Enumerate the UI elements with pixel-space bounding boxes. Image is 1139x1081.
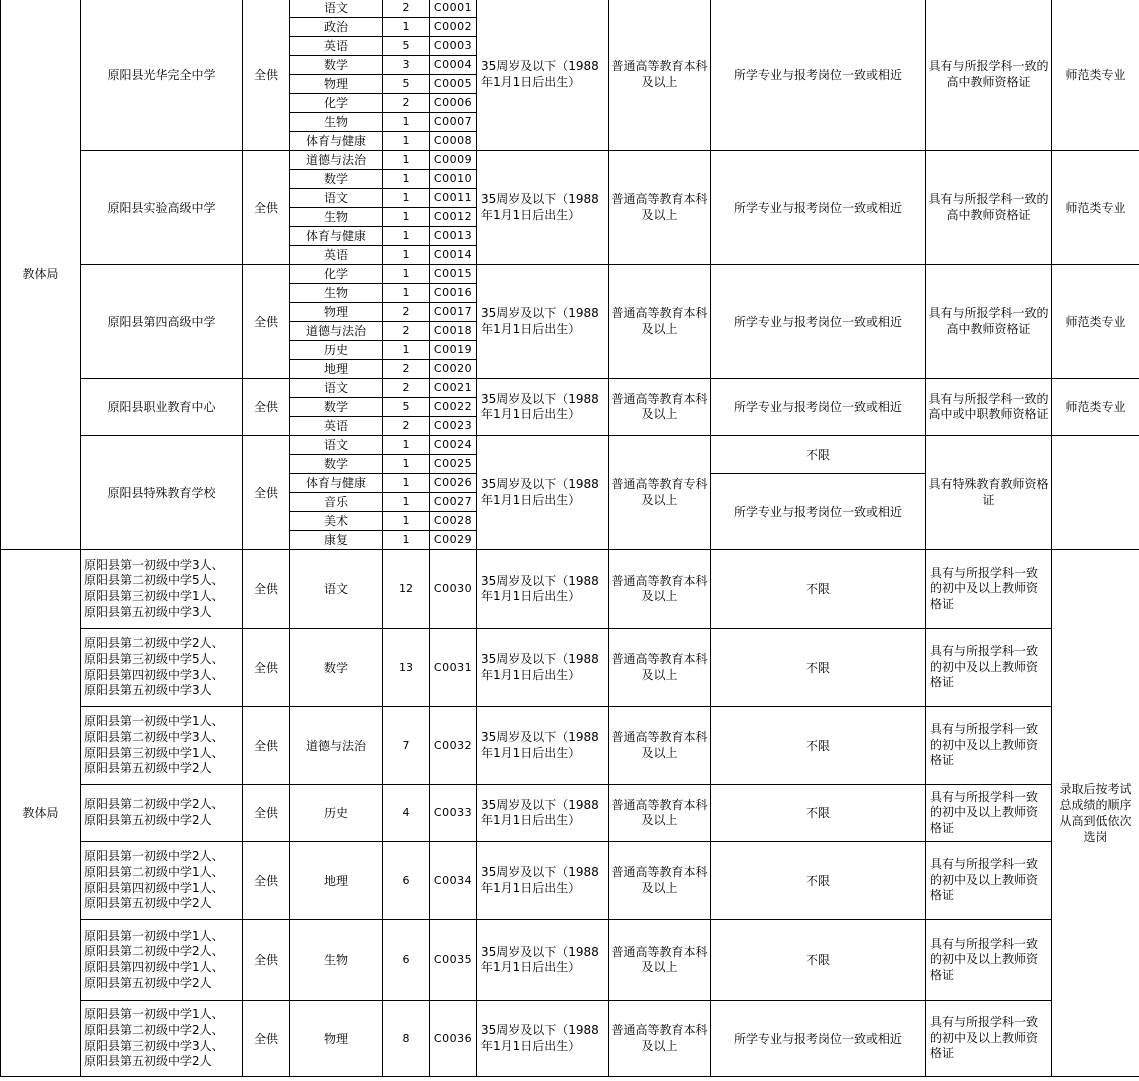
- certificate-requirement-cell: 具有与所报学科一致的高中或中职教师资格证: [926, 379, 1052, 436]
- subject-cell: 语文: [290, 379, 383, 398]
- subject-cell: 体育与健康: [290, 132, 383, 151]
- unit-line: 原阳县第一初级中学2人、: [84, 849, 224, 864]
- unit-line: 原阳县第三初级中学1人、: [84, 589, 224, 603]
- major-requirement-cell: 所学专业与报考岗位一致或相近: [711, 265, 926, 379]
- post-code-cell: C0021: [430, 379, 477, 398]
- post-count-cell: 8: [383, 1001, 430, 1077]
- post-code-cell: C0010: [430, 170, 477, 189]
- post-count-cell: 1: [383, 436, 430, 455]
- post-count-cell: 2: [383, 379, 430, 398]
- unit-list-cell: [81, 707, 243, 785]
- subject-cell: 道德与法治: [290, 707, 383, 785]
- post-code-cell: C0011: [430, 189, 477, 208]
- education-requirement-cell: 普通高等教育本科及以上: [609, 842, 711, 920]
- certificate-requirement-cell: 具有与所报学科一致的高中教师资格证: [926, 0, 1052, 151]
- subject-cell: 历史: [290, 785, 383, 842]
- table-row: [1, 436, 1139, 455]
- subject-cell: 政治: [290, 18, 383, 37]
- age-requirement-cell: 35周岁及以下（1988年1月1日后出生）: [477, 629, 609, 707]
- unit-line: 原阳县第一初级中学1人、: [84, 1007, 224, 1022]
- post-count-cell: 1: [383, 208, 430, 227]
- post-code-cell: C0012: [430, 208, 477, 227]
- education-requirement-cell: 普通高等教育本科及以上: [609, 707, 711, 785]
- other-requirement-cell: 师范类专业: [1052, 0, 1139, 151]
- school-name-cell: 原阳县职业教育中心: [81, 379, 243, 436]
- table-row: [1, 920, 1139, 1001]
- subject-cell: 数学: [290, 170, 383, 189]
- post-count-cell: 7: [383, 707, 430, 785]
- post-count-cell: 6: [383, 920, 430, 1001]
- subject-cell: 地理: [290, 360, 383, 379]
- certificate-requirement-cell: 具有特殊教育教师资格证: [926, 436, 1052, 550]
- education-requirement-cell: 普通高等教育本科及以上: [609, 0, 711, 151]
- education-requirement-cell: 普通高等教育本科及以上: [609, 1001, 711, 1077]
- subject-cell: 数学: [290, 629, 383, 707]
- other-requirement-cell: [1052, 436, 1139, 550]
- post-code-cell: C0034: [430, 842, 477, 920]
- subject-cell: 体育与健康: [290, 227, 383, 246]
- subject-cell: 化学: [290, 94, 383, 113]
- age-requirement-cell: 35周岁及以下（1988年1月1日后出生）: [477, 842, 609, 920]
- table-row: [1, 707, 1139, 785]
- unit-line: 原阳县第四初级中学1人、: [84, 960, 224, 974]
- post-count-cell: 4: [383, 785, 430, 842]
- subject-cell: 生物: [290, 920, 383, 1001]
- table-row: [1, 785, 1139, 842]
- post-code-cell: C0030: [430, 550, 477, 629]
- post-code-cell: C0016: [430, 284, 477, 303]
- other-requirement-cell: 录取后按考试总成绩的顺序从高到低依次选岗: [1052, 550, 1139, 1077]
- funding-cell: 全供: [243, 707, 290, 785]
- post-count-cell: 2: [383, 417, 430, 436]
- post-code-cell: C0023: [430, 417, 477, 436]
- post-count-cell: 13: [383, 629, 430, 707]
- subject-cell: 英语: [290, 246, 383, 265]
- subject-cell: 物理: [290, 75, 383, 94]
- school-name-cell: 原阳县光华完全中学: [81, 0, 243, 151]
- post-count-cell: 1: [383, 341, 430, 360]
- unit-line: 原阳县第二初级中学2人、: [84, 944, 224, 959]
- post-code-cell: C0025: [430, 455, 477, 474]
- post-count-cell: 1: [383, 455, 430, 474]
- age-requirement-cell: 35周岁及以下（1988年1月1日后出生）: [477, 151, 609, 265]
- department-cell: 教体局: [1, 0, 81, 550]
- unit-line: 原阳县第五初级中学2人: [84, 813, 212, 827]
- unit-line: 原阳县第五初级中学3人: [84, 604, 212, 619]
- post-count-cell: 2: [383, 0, 430, 18]
- funding-cell: 全供: [243, 265, 290, 379]
- unit-line: 原阳县第二初级中学5人、: [84, 573, 224, 588]
- post-count-cell: 1: [383, 474, 430, 493]
- unit-line: 原阳县第一初级中学1人、: [84, 928, 224, 943]
- certificate-requirement-cell: 具有与所报学科一致的初中及以上教师资格证: [926, 785, 1052, 842]
- major-requirement-cell: 不限: [711, 920, 926, 1001]
- post-count-cell: 1: [383, 227, 430, 246]
- post-code-cell: C0032: [430, 707, 477, 785]
- post-code-cell: C0017: [430, 303, 477, 322]
- unit-line: 原阳县第三初级中学5人、: [84, 651, 224, 666]
- post-count-cell: 12: [383, 550, 430, 629]
- post-code-cell: C0001: [430, 0, 477, 18]
- funding-cell: 全供: [243, 550, 290, 629]
- education-requirement-cell: 普通高等教育本科及以上: [609, 920, 711, 1001]
- post-code-cell: C0002: [430, 18, 477, 37]
- certificate-requirement-cell: 具有与所报学科一致的初中及以上教师资格证: [926, 629, 1052, 707]
- funding-cell: 全供: [243, 920, 290, 1001]
- subject-cell: 化学: [290, 265, 383, 284]
- post-code-cell: C0026: [430, 474, 477, 493]
- unit-line: 原阳县第二初级中学3人、: [84, 729, 224, 744]
- post-code-cell: C0015: [430, 265, 477, 284]
- post-code-cell: C0008: [430, 132, 477, 151]
- school-name-cell: 原阳县特殊教育学校: [81, 436, 243, 550]
- age-requirement-cell: 35周岁及以下（1988年1月1日后出生）: [477, 550, 609, 629]
- subject-cell: 数学: [290, 56, 383, 75]
- subject-cell: 数学: [290, 398, 383, 417]
- subject-cell: 体育与健康: [290, 474, 383, 493]
- certificate-requirement-cell: 具有与所报学科一致的初中及以上教师资格证: [926, 707, 1052, 785]
- education-requirement-cell: 普通高等教育本科及以上: [609, 151, 711, 265]
- certificate-requirement-cell: 具有与所报学科一致的初中及以上教师资格证: [926, 842, 1052, 920]
- education-requirement-cell: 普通高等教育本科及以上: [609, 785, 711, 842]
- other-requirement-cell: 师范类专业: [1052, 265, 1139, 379]
- unit-line: 原阳县第五初级中学2人: [84, 761, 212, 776]
- unit-line: 原阳县第四初级中学1人、: [84, 880, 224, 895]
- post-count-cell: 1: [383, 265, 430, 284]
- post-count-cell: 1: [383, 113, 430, 132]
- post-count-cell: 1: [383, 132, 430, 151]
- unit-list-cell: [81, 550, 243, 629]
- certificate-requirement-cell: 具有与所报学科一致的初中及以上教师资格证: [926, 920, 1052, 1001]
- post-count-cell: 1: [383, 18, 430, 37]
- table-row: [1, 1001, 1139, 1077]
- certificate-requirement-cell: 具有与所报学科一致的高中教师资格证: [926, 265, 1052, 379]
- subject-cell: 语文: [290, 0, 383, 18]
- post-count-cell: 1: [383, 170, 430, 189]
- unit-line: 原阳县第二初级中学2人、: [84, 636, 224, 651]
- funding-cell: 全供: [243, 379, 290, 436]
- unit-line: 原阳县第五初级中学2人: [84, 1054, 212, 1069]
- post-count-cell: 6: [383, 842, 430, 920]
- table-row: [1, 0, 1139, 18]
- post-count-cell: 1: [383, 246, 430, 265]
- post-code-cell: C0029: [430, 531, 477, 550]
- post-code-cell: C0027: [430, 493, 477, 512]
- subject-cell: 语文: [290, 436, 383, 455]
- post-code-cell: C0024: [430, 436, 477, 455]
- post-count-cell: 1: [383, 284, 430, 303]
- major-requirement-cell: 不限: [711, 842, 926, 920]
- subject-cell: 道德与法治: [290, 151, 383, 170]
- funding-cell: 全供: [243, 629, 290, 707]
- education-requirement-cell: 普通高等教育本科及以上: [609, 265, 711, 379]
- unit-line: 原阳县第一初级中学3人、: [84, 557, 224, 572]
- post-code-cell: C0022: [430, 398, 477, 417]
- post-code-cell: C0028: [430, 512, 477, 531]
- post-code-cell: C0004: [430, 56, 477, 75]
- post-code-cell: C0035: [430, 920, 477, 1001]
- major-requirement-cell: 不限: [711, 785, 926, 842]
- major-requirement-cell: 不限: [711, 629, 926, 707]
- funding-cell: 全供: [243, 785, 290, 842]
- post-code-cell: C0003: [430, 37, 477, 56]
- age-requirement-cell: 35周岁及以下（1988年1月1日后出生）: [477, 1001, 609, 1077]
- unit-list-cell: [81, 629, 243, 707]
- funding-cell: 全供: [243, 0, 290, 151]
- post-count-cell: 1: [383, 151, 430, 170]
- unit-line: 原阳县第三初级中学3人、: [84, 1038, 224, 1053]
- post-code-cell: C0018: [430, 322, 477, 341]
- subject-cell: 道德与法治: [290, 322, 383, 341]
- post-code-cell: C0013: [430, 227, 477, 246]
- unit-line: 原阳县第二初级中学2人、: [84, 797, 224, 812]
- age-requirement-cell: 35周岁及以下（1988年1月1日后出生）: [477, 436, 609, 550]
- post-code-cell: C0036: [430, 1001, 477, 1077]
- unit-list-cell: [81, 785, 243, 842]
- post-code-cell: C0009: [430, 151, 477, 170]
- subject-cell: 生物: [290, 284, 383, 303]
- major-requirement-cell: 不限: [711, 550, 926, 629]
- post-code-cell: C0031: [430, 629, 477, 707]
- post-code-cell: C0006: [430, 94, 477, 113]
- subject-cell: 语文: [290, 189, 383, 208]
- subject-cell: 英语: [290, 417, 383, 436]
- funding-cell: 全供: [243, 1001, 290, 1077]
- subject-cell: 语文: [290, 550, 383, 629]
- table-row: [1, 550, 1139, 629]
- school-name-cell: 原阳县实验高级中学: [81, 151, 243, 265]
- subject-cell: 英语: [290, 37, 383, 56]
- major-requirement-cell: 所学专业与报考岗位一致或相近: [711, 151, 926, 265]
- certificate-requirement-cell: 具有与所报学科一致的高中教师资格证: [926, 151, 1052, 265]
- funding-cell: 全供: [243, 151, 290, 265]
- post-count-cell: 2: [383, 303, 430, 322]
- age-requirement-cell: 35周岁及以下（1988年1月1日后出生）: [477, 707, 609, 785]
- post-code-cell: C0005: [430, 75, 477, 94]
- education-requirement-cell: 普通高等教育本科及以上: [609, 629, 711, 707]
- funding-cell: 全供: [243, 436, 290, 550]
- table-row: [1, 629, 1139, 707]
- subject-cell: 地理: [290, 842, 383, 920]
- department-cell: 教体局: [1, 550, 81, 1077]
- unit-line: 原阳县第二初级中学1人、: [84, 864, 224, 879]
- post-count-cell: 5: [383, 398, 430, 417]
- age-requirement-cell: 35周岁及以下（1988年1月1日后出生）: [477, 920, 609, 1001]
- post-count-cell: 1: [383, 531, 430, 550]
- education-requirement-cell: 普通高等教育本科及以上: [609, 550, 711, 629]
- unit-list-cell: [81, 920, 243, 1001]
- age-requirement-cell: 35周岁及以下（1988年1月1日后出生）: [477, 379, 609, 436]
- subject-cell: 数学: [290, 455, 383, 474]
- age-requirement-cell: 35周岁及以下（1988年1月1日后出生）: [477, 785, 609, 842]
- table-row: [1, 151, 1139, 170]
- post-count-cell: 1: [383, 493, 430, 512]
- post-code-cell: C0007: [430, 113, 477, 132]
- table-row: [1, 265, 1139, 284]
- unit-line: 原阳县第五初级中学2人: [84, 975, 212, 990]
- unit-line: 原阳县第四初级中学3人、: [84, 667, 224, 682]
- post-code-cell: C0014: [430, 246, 477, 265]
- subject-cell: 物理: [290, 303, 383, 322]
- major-requirement-cell: 所学专业与报考岗位一致或相近: [711, 379, 926, 436]
- post-count-cell: 2: [383, 360, 430, 379]
- subject-cell: 生物: [290, 208, 383, 227]
- subject-cell: 康复: [290, 531, 383, 550]
- post-code-cell: C0033: [430, 785, 477, 842]
- post-code-cell: C0020: [430, 360, 477, 379]
- table-row: [1, 379, 1139, 398]
- certificate-requirement-cell: 具有与所报学科一致的初中及以上教师资格证: [926, 550, 1052, 629]
- post-count-cell: 5: [383, 75, 430, 94]
- major-requirement-top-cell: 不限: [711, 436, 926, 474]
- subject-cell: 美术: [290, 512, 383, 531]
- certificate-requirement-cell: 具有与所报学科一致的初中及以上教师资格证: [926, 1001, 1052, 1077]
- school-name-cell: 原阳县第四高级中学: [81, 265, 243, 379]
- post-count-cell: 3: [383, 56, 430, 75]
- post-count-cell: 1: [383, 189, 430, 208]
- unit-line: 原阳县第五初级中学3人: [84, 683, 212, 698]
- education-requirement-cell: 普通高等教育本科及以上: [609, 379, 711, 436]
- major-requirement-bottom-cell: 所学专业与报考岗位一致或相近: [711, 474, 926, 550]
- age-requirement-cell: 35周岁及以下（1988年1月1日后出生）: [477, 0, 609, 151]
- major-requirement-cell: 所学专业与报考岗位一致或相近: [711, 1001, 926, 1077]
- other-requirement-cell: 师范类专业: [1052, 379, 1139, 436]
- other-requirement-cell: 师范类专业: [1052, 151, 1139, 265]
- funding-cell: 全供: [243, 842, 290, 920]
- education-requirement-cell: 普通高等教育专科及以上: [609, 436, 711, 550]
- unit-list-cell: [81, 1001, 243, 1077]
- subject-cell: 生物: [290, 113, 383, 132]
- unit-line: 原阳县第二初级中学2人、: [84, 1022, 224, 1037]
- subject-cell: 音乐: [290, 493, 383, 512]
- post-count-cell: 5: [383, 37, 430, 56]
- unit-line: 原阳县第一初级中学1人、: [84, 714, 224, 729]
- post-code-cell: C0019: [430, 341, 477, 360]
- subject-cell: 历史: [290, 341, 383, 360]
- table-body: [1, 0, 1139, 1077]
- unit-line: 原阳县第五初级中学2人: [84, 896, 212, 911]
- unit-line: 原阳县第三初级中学1人、: [84, 745, 224, 760]
- major-requirement-cell: 所学专业与报考岗位一致或相近: [711, 0, 926, 151]
- age-requirement-cell: 35周岁及以下（1988年1月1日后出生）: [477, 265, 609, 379]
- major-requirement-cell: 不限: [711, 707, 926, 785]
- post-count-cell: 1: [383, 512, 430, 531]
- table-row: [1, 842, 1139, 920]
- post-count-cell: 2: [383, 322, 430, 341]
- post-count-cell: 2: [383, 94, 430, 113]
- subject-cell: 物理: [290, 1001, 383, 1077]
- unit-list-cell: [81, 842, 243, 920]
